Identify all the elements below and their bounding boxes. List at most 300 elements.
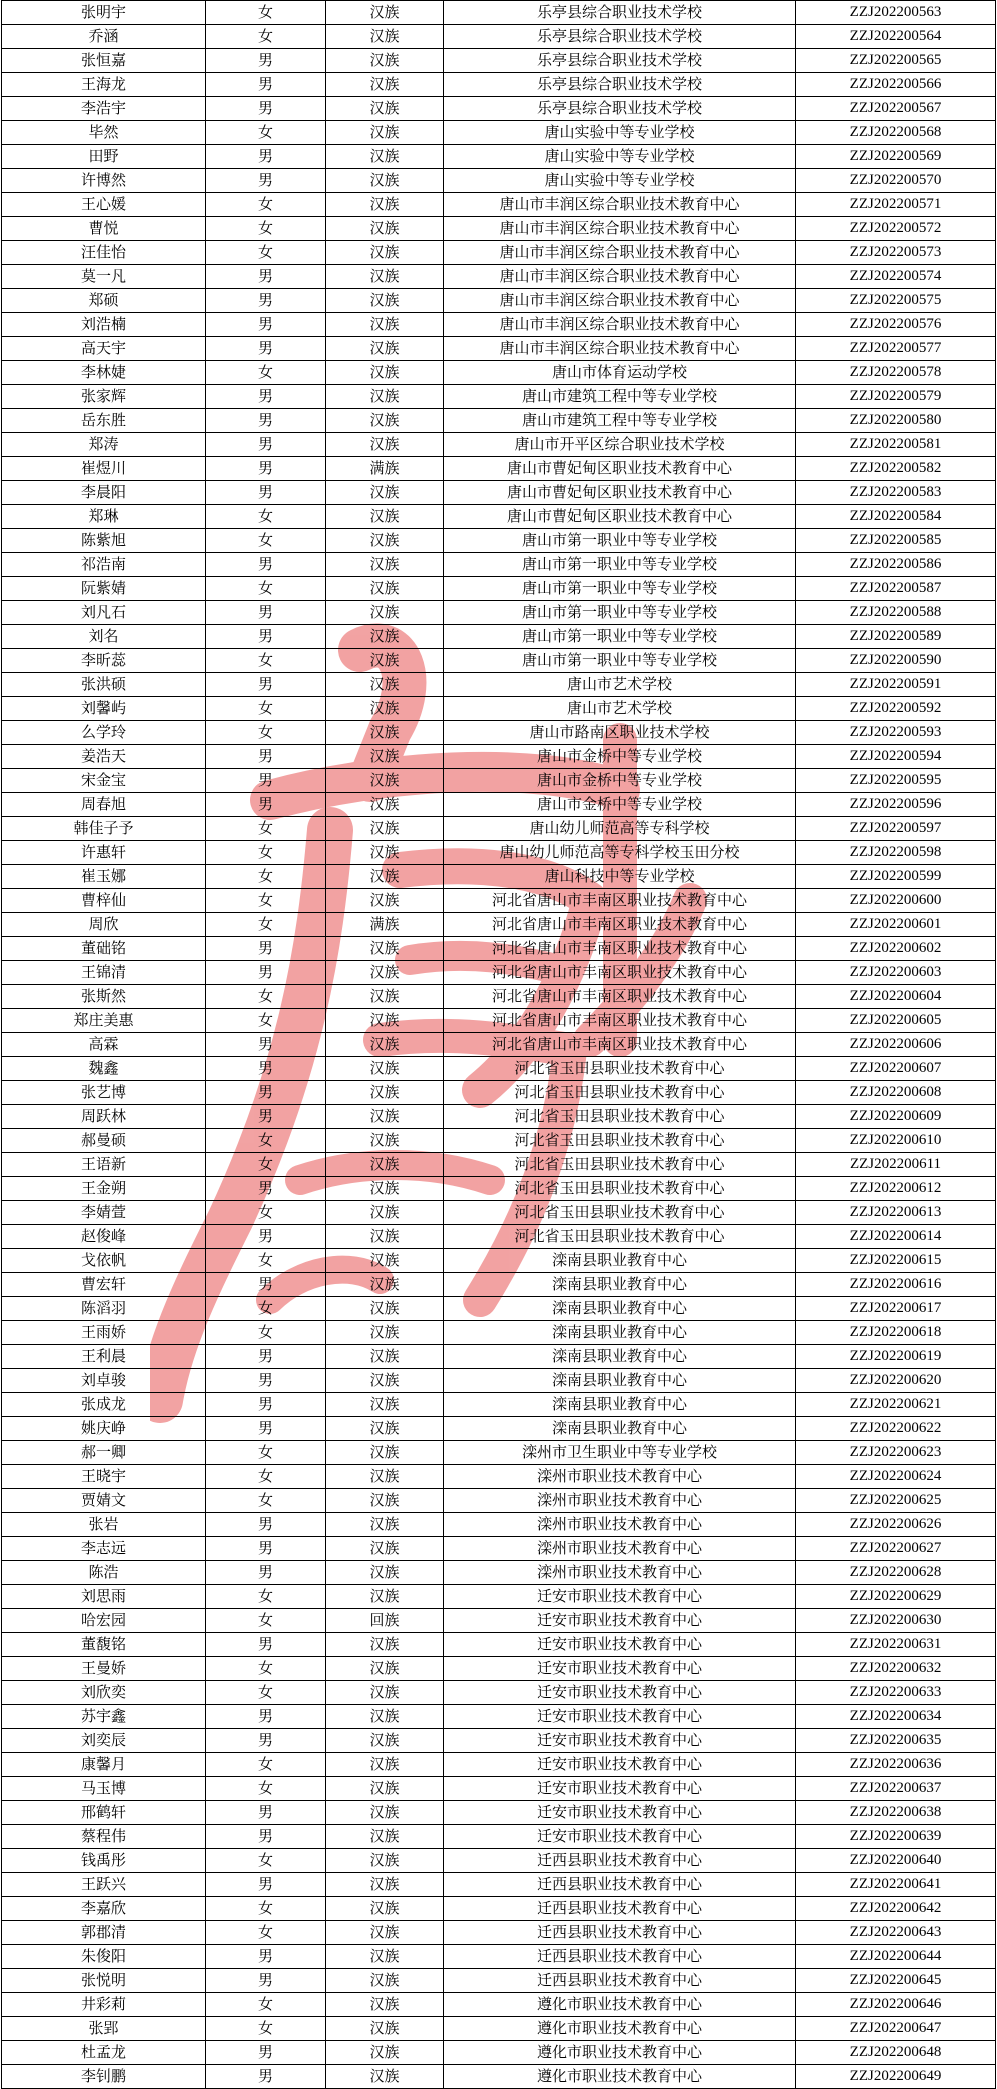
ethnicity-cell: 汉族 — [326, 1465, 444, 1489]
ethnicity-cell: 汉族 — [326, 1753, 444, 1777]
name-cell: 郝曼硕 — [2, 1129, 206, 1153]
ethnicity-cell: 汉族 — [326, 1273, 444, 1297]
id-cell: ZZJ202200582 — [796, 457, 996, 481]
table-row — [2, 1081, 996, 1105]
id-cell: ZZJ202200573 — [796, 241, 996, 265]
name-cell: 王语新 — [2, 1153, 206, 1177]
name-cell: 刘思雨 — [2, 1585, 206, 1609]
id-cell: ZZJ202200595 — [796, 769, 996, 793]
id-cell: ZZJ202200640 — [796, 1849, 996, 1873]
id-cell: ZZJ202200598 — [796, 841, 996, 865]
id-cell: ZZJ202200581 — [796, 433, 996, 457]
table-row — [2, 1249, 996, 1273]
name-cell: 周春旭 — [2, 793, 206, 817]
table-row — [2, 1513, 996, 1537]
school-cell: 乐亭县综合职业技术学校 — [444, 97, 796, 121]
gender-cell: 男 — [206, 49, 326, 73]
table-row — [2, 1969, 996, 1993]
id-cell: ZZJ202200633 — [796, 1681, 996, 1705]
id-cell: ZZJ202200646 — [796, 1993, 996, 2017]
name-cell: 张斯然 — [2, 985, 206, 1009]
id-cell: ZZJ202200599 — [796, 865, 996, 889]
ethnicity-cell: 汉族 — [326, 481, 444, 505]
gender-cell: 男 — [206, 481, 326, 505]
id-cell: ZZJ202200563 — [796, 1, 996, 25]
table-row — [2, 361, 996, 385]
id-cell: ZZJ202200647 — [796, 2017, 996, 2041]
school-cell: 迁安市职业技术教育中心 — [444, 1609, 796, 1633]
ethnicity-cell: 汉族 — [326, 2017, 444, 2041]
gender-cell: 男 — [206, 1513, 326, 1537]
table-row — [2, 673, 996, 697]
school-cell: 河北省玉田县职业技术教育中心 — [444, 1057, 796, 1081]
table-row — [2, 1705, 996, 1729]
ethnicity-cell: 汉族 — [326, 169, 444, 193]
id-cell: ZZJ202200644 — [796, 1945, 996, 1969]
name-cell: 郑庄美惠 — [2, 1009, 206, 1033]
name-cell: 李婧萱 — [2, 1201, 206, 1225]
name-cell: 张家辉 — [2, 385, 206, 409]
table-row — [2, 145, 996, 169]
school-cell: 滦南县职业教育中心 — [444, 1417, 796, 1441]
gender-cell: 男 — [206, 1417, 326, 1441]
gender-cell: 女 — [206, 1465, 326, 1489]
name-cell: 王晓宇 — [2, 1465, 206, 1489]
ethnicity-cell: 汉族 — [326, 2041, 444, 2065]
school-cell: 乐亭县综合职业技术学校 — [444, 25, 796, 49]
name-cell: 刘名 — [2, 625, 206, 649]
gender-cell: 男 — [206, 2065, 326, 2089]
gender-cell: 女 — [206, 1249, 326, 1273]
id-cell: ZZJ202200625 — [796, 1489, 996, 1513]
gender-cell: 男 — [206, 337, 326, 361]
table-row — [2, 97, 996, 121]
gender-cell: 女 — [206, 1321, 326, 1345]
table-row — [2, 601, 996, 625]
school-cell: 迁安市职业技术教育中心 — [444, 1753, 796, 1777]
school-cell: 遵化市职业技术教育中心 — [444, 2041, 796, 2065]
name-cell: 刘浩楠 — [2, 313, 206, 337]
school-cell: 迁安市职业技术教育中心 — [444, 1825, 796, 1849]
table-row — [2, 1633, 996, 1657]
name-cell: 王心媛 — [2, 193, 206, 217]
id-cell: ZZJ202200603 — [796, 961, 996, 985]
ethnicity-cell: 汉族 — [326, 1921, 444, 1945]
id-cell: ZZJ202200600 — [796, 889, 996, 913]
name-cell: 乔涵 — [2, 25, 206, 49]
ethnicity-cell: 汉族 — [326, 1801, 444, 1825]
table-row — [2, 1993, 996, 2017]
ethnicity-cell: 汉族 — [326, 1897, 444, 1921]
table-row — [2, 1009, 996, 1033]
school-cell: 河北省玉田县职业技术教育中心 — [444, 1201, 796, 1225]
school-cell: 迁安市职业技术教育中心 — [444, 1729, 796, 1753]
gender-cell: 女 — [206, 1753, 326, 1777]
ethnicity-cell: 汉族 — [326, 1945, 444, 1969]
table-row — [2, 385, 996, 409]
gender-cell: 男 — [206, 289, 326, 313]
school-cell: 迁西县职业技术教育中心 — [444, 1969, 796, 1993]
school-cell: 河北省唐山市丰南区职业技术教育中心 — [444, 937, 796, 961]
id-cell: ZZJ202200645 — [796, 1969, 996, 1993]
id-cell: ZZJ202200613 — [796, 1201, 996, 1225]
table-row — [2, 505, 996, 529]
school-cell: 遵化市职业技术教育中心 — [444, 2065, 796, 2089]
name-cell: 陈滔羽 — [2, 1297, 206, 1321]
id-cell: ZZJ202200611 — [796, 1153, 996, 1177]
ethnicity-cell: 汉族 — [326, 1057, 444, 1081]
school-cell: 唐山市艺术学校 — [444, 673, 796, 697]
id-cell: ZZJ202200592 — [796, 697, 996, 721]
school-cell: 河北省唐山市丰南区职业技术教育中心 — [444, 889, 796, 913]
table-row — [2, 217, 996, 241]
gender-cell: 男 — [206, 1561, 326, 1585]
ethnicity-cell: 汉族 — [326, 2065, 444, 2089]
ethnicity-cell: 汉族 — [326, 1777, 444, 1801]
table-row — [2, 289, 996, 313]
ethnicity-cell: 汉族 — [326, 721, 444, 745]
gender-cell: 男 — [206, 625, 326, 649]
gender-cell: 女 — [206, 121, 326, 145]
school-cell: 唐山市丰润区综合职业技术教育中心 — [444, 337, 796, 361]
gender-cell: 男 — [206, 385, 326, 409]
table-row — [2, 985, 996, 1009]
name-cell: 祁浩南 — [2, 553, 206, 577]
ethnicity-cell: 汉族 — [326, 337, 444, 361]
table-body — [2, 1, 996, 2089]
ethnicity-cell: 汉族 — [326, 1657, 444, 1681]
school-cell: 滦南县职业教育中心 — [444, 1345, 796, 1369]
ethnicity-cell: 汉族 — [326, 1729, 444, 1753]
id-cell: ZZJ202200621 — [796, 1393, 996, 1417]
school-cell: 唐山市第一职业中等专业学校 — [444, 553, 796, 577]
name-cell: 刘卓骏 — [2, 1369, 206, 1393]
gender-cell: 男 — [206, 2041, 326, 2065]
ethnicity-cell: 汉族 — [326, 697, 444, 721]
name-cell: 王跃兴 — [2, 1873, 206, 1897]
name-cell: 阮紫婧 — [2, 577, 206, 601]
ethnicity-cell: 汉族 — [326, 865, 444, 889]
ethnicity-cell: 汉族 — [326, 1009, 444, 1033]
id-cell: ZZJ202200649 — [796, 2065, 996, 2089]
table-row — [2, 1057, 996, 1081]
name-cell: 康馨月 — [2, 1753, 206, 1777]
school-cell: 乐亭县综合职业技术学校 — [444, 49, 796, 73]
id-cell: ZZJ202200578 — [796, 361, 996, 385]
id-cell: ZZJ202200648 — [796, 2041, 996, 2065]
ethnicity-cell: 汉族 — [326, 1561, 444, 1585]
id-cell: ZZJ202200591 — [796, 673, 996, 697]
table-row — [2, 793, 996, 817]
school-cell: 迁安市职业技术教育中心 — [444, 1681, 796, 1705]
ethnicity-cell: 汉族 — [326, 385, 444, 409]
table-row — [2, 841, 996, 865]
ethnicity-cell: 汉族 — [326, 1225, 444, 1249]
school-cell: 河北省唐山市丰南区职业技术教育中心 — [444, 913, 796, 937]
ethnicity-cell: 汉族 — [326, 985, 444, 1009]
gender-cell: 男 — [206, 673, 326, 697]
id-cell: ZZJ202200566 — [796, 73, 996, 97]
table-row — [2, 817, 996, 841]
name-cell: 郭郡清 — [2, 1921, 206, 1945]
gender-cell: 女 — [206, 1153, 326, 1177]
school-cell: 唐山市路南区职业技术学校 — [444, 721, 796, 745]
gender-cell: 女 — [206, 1201, 326, 1225]
gender-cell: 男 — [206, 97, 326, 121]
table-row — [2, 913, 996, 937]
id-cell: ZZJ202200629 — [796, 1585, 996, 1609]
id-cell: ZZJ202200637 — [796, 1777, 996, 1801]
gender-cell: 男 — [206, 1369, 326, 1393]
table-row — [2, 1681, 996, 1705]
ethnicity-cell: 汉族 — [326, 745, 444, 769]
id-cell: ZZJ202200583 — [796, 481, 996, 505]
school-cell: 滦南县职业教育中心 — [444, 1369, 796, 1393]
school-cell: 滦州市职业技术教育中心 — [444, 1561, 796, 1585]
gender-cell: 女 — [206, 241, 326, 265]
id-cell: ZZJ202200643 — [796, 1921, 996, 1945]
school-cell: 唐山市金桥中等专业学校 — [444, 793, 796, 817]
gender-cell: 男 — [206, 1729, 326, 1753]
id-cell: ZZJ202200616 — [796, 1273, 996, 1297]
id-cell: ZZJ202200579 — [796, 385, 996, 409]
table-row — [2, 1441, 996, 1465]
ethnicity-cell: 汉族 — [326, 145, 444, 169]
table-row — [2, 1393, 996, 1417]
table-row — [2, 265, 996, 289]
gender-cell: 女 — [206, 1489, 326, 1513]
gender-cell: 男 — [206, 265, 326, 289]
school-cell: 滦南县职业教育中心 — [444, 1297, 796, 1321]
name-cell: 郝一卿 — [2, 1441, 206, 1465]
name-cell: 郑琳 — [2, 505, 206, 529]
school-cell: 迁西县职业技术教育中心 — [444, 1897, 796, 1921]
gender-cell: 女 — [206, 1585, 326, 1609]
gender-cell: 女 — [206, 2017, 326, 2041]
school-cell: 唐山市第一职业中等专业学校 — [444, 577, 796, 601]
student-roster-table — [1, 0, 996, 2089]
id-cell: ZZJ202200584 — [796, 505, 996, 529]
ethnicity-cell: 汉族 — [326, 49, 444, 73]
id-cell: ZZJ202200641 — [796, 1873, 996, 1897]
table-row — [2, 1345, 996, 1369]
gender-cell: 女 — [206, 1993, 326, 2017]
gender-cell: 女 — [206, 913, 326, 937]
gender-cell: 女 — [206, 1681, 326, 1705]
ethnicity-cell: 汉族 — [326, 1393, 444, 1417]
school-cell: 唐山市曹妃甸区职业技术教育中心 — [444, 505, 796, 529]
name-cell: 曹宏轩 — [2, 1273, 206, 1297]
name-cell: 郑涛 — [2, 433, 206, 457]
ethnicity-cell: 汉族 — [326, 1129, 444, 1153]
school-cell: 唐山幼儿师范高等专科学校玉田分校 — [444, 841, 796, 865]
gender-cell: 男 — [206, 145, 326, 169]
name-cell: 张岩 — [2, 1513, 206, 1537]
table-row — [2, 529, 996, 553]
table-row — [2, 2065, 996, 2089]
ethnicity-cell: 汉族 — [326, 433, 444, 457]
name-cell: 王海龙 — [2, 73, 206, 97]
ethnicity-cell: 汉族 — [326, 889, 444, 913]
table-row — [2, 1729, 996, 1753]
gender-cell: 男 — [206, 433, 326, 457]
gender-cell: 男 — [206, 1273, 326, 1297]
gender-cell: 女 — [206, 865, 326, 889]
table-row — [2, 1033, 996, 1057]
id-cell: ZZJ202200590 — [796, 649, 996, 673]
name-cell: 王锦清 — [2, 961, 206, 985]
ethnicity-cell: 汉族 — [326, 577, 444, 601]
id-cell: ZZJ202200574 — [796, 265, 996, 289]
ethnicity-cell: 汉族 — [326, 553, 444, 577]
table-row — [2, 889, 996, 913]
name-cell: 陈浩 — [2, 1561, 206, 1585]
table-row — [2, 1825, 996, 1849]
gender-cell: 女 — [206, 1, 326, 25]
id-cell: ZZJ202200567 — [796, 97, 996, 121]
table-row — [2, 1801, 996, 1825]
gender-cell: 男 — [206, 1633, 326, 1657]
table-row — [2, 1945, 996, 1969]
id-cell: ZZJ202200620 — [796, 1369, 996, 1393]
table-row — [2, 1873, 996, 1897]
ethnicity-cell: 汉族 — [326, 1585, 444, 1609]
school-cell: 河北省玉田县职业技术教育中心 — [444, 1105, 796, 1129]
school-cell: 唐山市曹妃甸区职业技术教育中心 — [444, 457, 796, 481]
ethnicity-cell: 满族 — [326, 913, 444, 937]
name-cell: 魏鑫 — [2, 1057, 206, 1081]
school-cell: 唐山市第一职业中等专业学校 — [444, 601, 796, 625]
gender-cell: 女 — [206, 1657, 326, 1681]
name-cell: 周欣 — [2, 913, 206, 937]
gender-cell: 女 — [206, 25, 326, 49]
school-cell: 迁安市职业技术教育中心 — [444, 1777, 796, 1801]
school-cell: 唐山幼儿师范高等专科学校 — [444, 817, 796, 841]
ethnicity-cell: 汉族 — [326, 1297, 444, 1321]
gender-cell: 女 — [206, 1441, 326, 1465]
gender-cell: 男 — [206, 409, 326, 433]
table-row — [2, 1369, 996, 1393]
school-cell: 河北省唐山市丰南区职业技术教育中心 — [444, 985, 796, 1009]
gender-cell: 女 — [206, 361, 326, 385]
ethnicity-cell: 汉族 — [326, 601, 444, 625]
id-cell: ZZJ202200635 — [796, 1729, 996, 1753]
school-cell: 唐山市金桥中等专业学校 — [444, 745, 796, 769]
name-cell: 许博然 — [2, 169, 206, 193]
name-cell: 陈紫旭 — [2, 529, 206, 553]
ethnicity-cell: 汉族 — [326, 361, 444, 385]
id-cell: ZZJ202200612 — [796, 1177, 996, 1201]
name-cell: 许惠轩 — [2, 841, 206, 865]
school-cell: 河北省唐山市丰南区职业技术教育中心 — [444, 961, 796, 985]
name-cell: 周跃林 — [2, 1105, 206, 1129]
name-cell: 刘凡石 — [2, 601, 206, 625]
table-row — [2, 1201, 996, 1225]
id-cell: ZZJ202200586 — [796, 553, 996, 577]
school-cell: 滦南县职业教育中心 — [444, 1321, 796, 1345]
gender-cell: 女 — [206, 649, 326, 673]
name-cell: 田野 — [2, 145, 206, 169]
name-cell: 杜孟龙 — [2, 2041, 206, 2065]
table-row — [2, 409, 996, 433]
gender-cell: 男 — [206, 937, 326, 961]
gender-cell: 男 — [206, 961, 326, 985]
ethnicity-cell: 汉族 — [326, 1417, 444, 1441]
school-cell: 迁西县职业技术教育中心 — [444, 1849, 796, 1873]
table-row — [2, 121, 996, 145]
name-cell: 李志远 — [2, 1537, 206, 1561]
school-cell: 唐山市第一职业中等专业学校 — [444, 625, 796, 649]
school-cell: 唐山市丰润区综合职业技术教育中心 — [444, 313, 796, 337]
school-cell: 唐山市体育运动学校 — [444, 361, 796, 385]
school-cell: 迁安市职业技术教育中心 — [444, 1705, 796, 1729]
name-cell: 高霖 — [2, 1033, 206, 1057]
id-cell: ZZJ202200622 — [796, 1417, 996, 1441]
ethnicity-cell: 汉族 — [326, 25, 444, 49]
gender-cell: 女 — [206, 889, 326, 913]
school-cell: 唐山市开平区综合职业技术学校 — [444, 433, 796, 457]
id-cell: ZZJ202200589 — [796, 625, 996, 649]
ethnicity-cell: 汉族 — [326, 841, 444, 865]
id-cell: ZZJ202200570 — [796, 169, 996, 193]
ethnicity-cell: 汉族 — [326, 193, 444, 217]
id-cell: ZZJ202200596 — [796, 793, 996, 817]
table-row — [2, 1225, 996, 1249]
name-cell: 张成龙 — [2, 1393, 206, 1417]
id-cell: ZZJ202200619 — [796, 1345, 996, 1369]
table-row — [2, 1921, 996, 1945]
id-cell: ZZJ202200614 — [796, 1225, 996, 1249]
name-cell: 李林婕 — [2, 361, 206, 385]
ethnicity-cell: 汉族 — [326, 1345, 444, 1369]
gender-cell: 男 — [206, 1033, 326, 1057]
gender-cell: 女 — [206, 721, 326, 745]
ethnicity-cell: 汉族 — [326, 1849, 444, 1873]
gender-cell: 男 — [206, 1873, 326, 1897]
id-cell: ZZJ202200577 — [796, 337, 996, 361]
school-cell: 河北省玉田县职业技术教育中心 — [444, 1081, 796, 1105]
gender-cell: 女 — [206, 985, 326, 1009]
id-cell: ZZJ202200623 — [796, 1441, 996, 1465]
gender-cell: 男 — [206, 1177, 326, 1201]
ethnicity-cell: 汉族 — [326, 505, 444, 529]
name-cell: 毕然 — [2, 121, 206, 145]
table-row — [2, 241, 996, 265]
table-row — [2, 1417, 996, 1441]
gender-cell: 男 — [206, 1057, 326, 1081]
ethnicity-cell: 汉族 — [326, 1705, 444, 1729]
school-cell: 唐山市丰润区综合职业技术教育中心 — [444, 217, 796, 241]
table-row — [2, 49, 996, 73]
gender-cell: 女 — [206, 529, 326, 553]
id-cell: ZZJ202200636 — [796, 1753, 996, 1777]
gender-cell: 男 — [206, 601, 326, 625]
school-cell: 河北省玉田县职业技术教育中心 — [444, 1129, 796, 1153]
ethnicity-cell: 汉族 — [326, 673, 444, 697]
gender-cell: 男 — [206, 553, 326, 577]
name-cell: 张洪硕 — [2, 673, 206, 697]
table-row — [2, 937, 996, 961]
id-cell: ZZJ202200571 — [796, 193, 996, 217]
table-row — [2, 337, 996, 361]
gender-cell: 男 — [206, 1105, 326, 1129]
school-cell: 唐山市建筑工程中等专业学校 — [444, 385, 796, 409]
table-row — [2, 2041, 996, 2065]
gender-cell: 男 — [206, 745, 326, 769]
table-row — [2, 1465, 996, 1489]
ethnicity-cell: 汉族 — [326, 241, 444, 265]
ethnicity-cell: 汉族 — [326, 1177, 444, 1201]
